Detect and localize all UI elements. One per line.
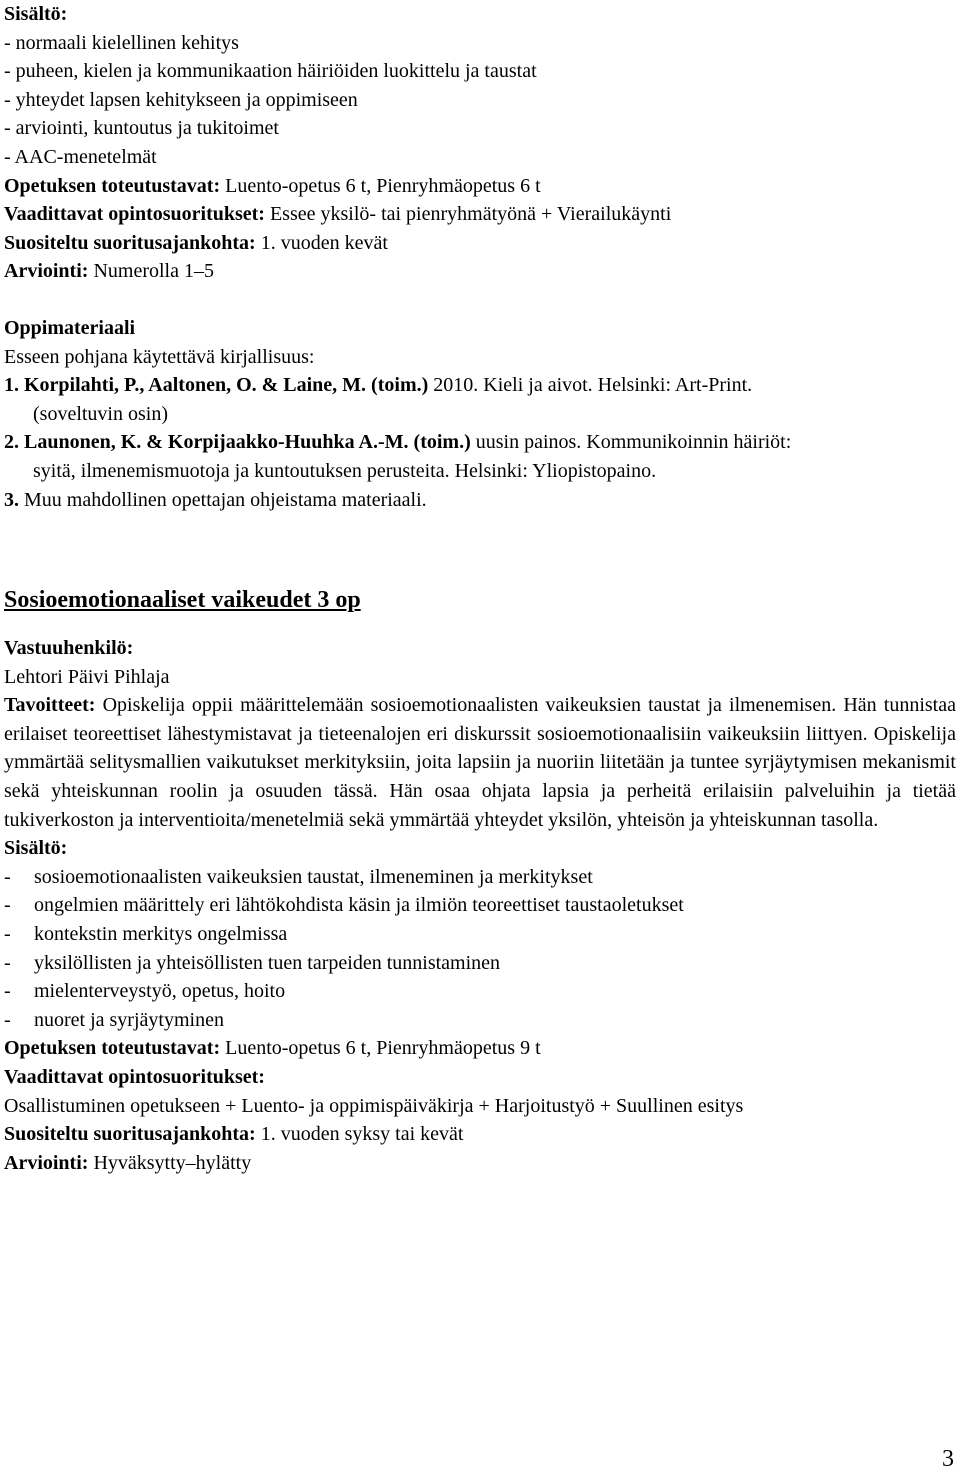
contents-item-text: nuoret ja syrjäytyminen: [34, 1008, 224, 1031]
assessment: [4, 257, 956, 286]
recommended-timing: [4, 1120, 956, 1149]
assessment-value: Numerolla 1–5: [88, 260, 214, 283]
contents-item: [4, 920, 956, 949]
reference-authors: 1. Korpilahti, P., Aaltonen, O. & Laine, M. (toim.): [4, 374, 429, 397]
required-work: [4, 200, 956, 229]
teaching-methods-value: Luento-opetus 6 t, Pienryhmäopetus 9 t: [220, 1037, 541, 1060]
recommended-timing-value: 1. vuoden kevät: [255, 231, 388, 254]
contents-item: - AAC-menetelmät: [4, 145, 157, 168]
course-title: Sosioemotionaaliset vaikeudet 3 op: [4, 587, 361, 614]
reference-item: [4, 371, 956, 400]
responsible-label: Vastuuhenkilö:: [4, 637, 134, 660]
required-work-label: Vaadittavat opintosuoritukset:: [4, 1066, 265, 1088]
spacer: [4, 286, 956, 314]
responsible-value: Lehtori Päivi Pihlaja: [4, 665, 170, 688]
dash-bullet: -: [4, 980, 11, 1003]
reference-number: 3.: [4, 488, 19, 511]
recommended-timing: [4, 229, 956, 258]
contents-item: - puheen, kielen ja kommunikaation häiriöiden luokittelu ja taustat: [4, 60, 537, 83]
contents-label: Sisältö:: [4, 837, 68, 860]
reference-authors: 2. Launonen, K. & Korpijaakko-Huuhka A.-M. (toim.): [4, 431, 471, 454]
contents-item: - normaali kielellinen kehitys: [4, 31, 239, 54]
reference-details: Muu mahdollinen opettajan ohjeistama materiaali.: [19, 488, 427, 511]
reference-item: [4, 428, 956, 457]
contents-item-text: kontekstin merkitys ongelmissa: [34, 923, 288, 946]
materials-heading: Oppimateriaali: [4, 316, 136, 339]
reference-item: [4, 486, 956, 515]
contents-item: [4, 1006, 956, 1035]
contents-item: - yhteydet lapsen kehitykseen ja oppimiseen: [4, 88, 358, 111]
dash-bullet: -: [4, 894, 11, 917]
required-work-label: Vaadittavat opintosuoritukset:: [4, 203, 265, 226]
teaching-methods-label: Opetuksen toteutustavat:: [4, 1037, 221, 1060]
contents-item: [4, 863, 956, 892]
document-page: [4, 0, 956, 1177]
teaching-methods: [4, 1034, 956, 1063]
contents-item: [4, 977, 956, 1006]
dash-bullet: -: [4, 951, 11, 974]
goals-label: Tavoitteet:: [4, 694, 96, 717]
assessment-label: Arviointi:: [4, 260, 89, 283]
spacer: [4, 514, 956, 570]
goals-paragraph: [4, 691, 956, 834]
contents-label: Sisältö:: [4, 3, 68, 25]
dash-bullet: -: [4, 1008, 11, 1031]
contents-item-text: yksilöllisten ja yhteisöllisten tuen tarpeiden tunnistaminen: [34, 951, 501, 974]
recommended-timing-label: Suositeltu suoritusajankohta:: [4, 231, 256, 254]
reference-continuation: syitä, ilmenemismuotoja ja kuntoutuksen perusteita. Helsinki: Yliopistopaino.: [33, 459, 657, 482]
recommended-timing-label: Suositeltu suoritusajankohta:: [4, 1123, 256, 1146]
materials-intro: Esseen pohjana käytettävä kirjallisuus:: [4, 345, 315, 368]
dash-bullet: -: [4, 865, 11, 888]
contents-item: - arviointi, kuntoutus ja tukitoimet: [4, 117, 279, 140]
required-work-value: Osallistuminen opetukseen + Luento- ja oppimispäiväkirja + Harjoitustyö + Suullinen esitys: [4, 1094, 744, 1117]
teaching-methods: [4, 172, 956, 201]
recommended-timing-value: 1. vuoden syksy tai kevät: [255, 1123, 464, 1146]
assessment: [4, 1149, 956, 1178]
reference-details: 2010. Kieli ja aivot. Helsinki: Art-Print.: [428, 374, 753, 397]
assessment-label: Arviointi:: [4, 1151, 89, 1174]
assessment-value: Hyväksytty–hylätty: [88, 1151, 252, 1174]
contents-item-text: mielenterveystyö, opetus, hoito: [34, 980, 286, 1003]
teaching-methods-value: Luento-opetus 6 t, Pienryhmäopetus 6 t: [220, 174, 541, 197]
page-number: 3: [942, 1446, 954, 1472]
required-work-value: Essee yksilö- tai pienryhmätyönä + Vierailukäynti: [264, 203, 672, 226]
contents-item: [4, 891, 956, 920]
contents-item-text: ongelmien määrittely eri lähtökohdista käsin ja ilmiön teoreettiset taustaoletukset: [34, 894, 684, 917]
reference-continuation: (soveltuvin osin): [33, 402, 168, 425]
reference-details: uusin painos. Kommunikoinnin häiriöt:: [470, 431, 792, 454]
contents-item: [4, 949, 956, 978]
teaching-methods-label: Opetuksen toteutustavat:: [4, 174, 221, 197]
goals-text: Opiskelija oppii määrittelemään sosioemotionaalisten vaikeuksien taustat ja ilmenemisen. Hän tunnistaa erilaiset teoreettiset lähestymistavat ja tieteenalojen eri diskurssit sosioemotionaalisiin vaikeuksiin liittyen. Opiskelija ymmärtää selitysmallien vaikutukset merkityksiin, joita lapsiin ja nuoriin liitetään ja tuntee syrjäytymisen mekanismit sekä yhteiskunnan roolin ja osuuden tässä. Hän osaa ohjata lapsia ja perheitä erilaisiin palveluihin ja tietää tukiverkoston ja interventioita/menetelmiä sekä ymmärtää yhteydet yksilön, yhteisön ja yhteiskunnan tasolla.: [4, 694, 956, 831]
dash-bullet: -: [4, 923, 11, 946]
contents-item-text: sosioemotionaalisten vaikeuksien taustat, ilmeneminen ja merkitykset: [34, 865, 593, 888]
